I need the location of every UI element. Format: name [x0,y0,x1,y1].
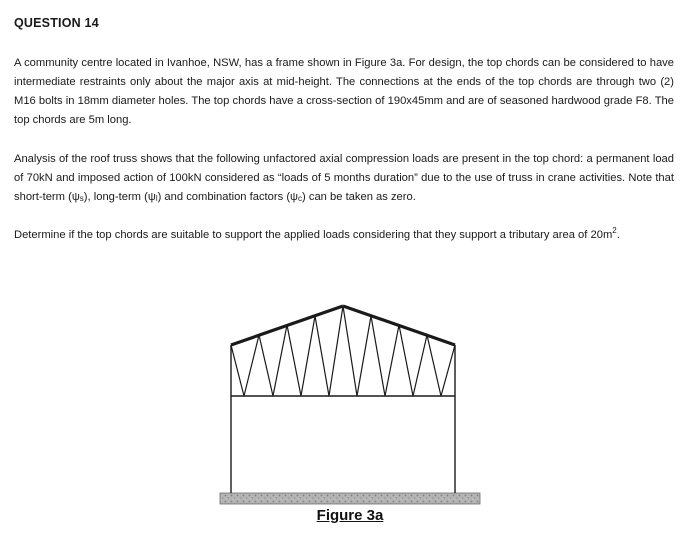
psi-c-symbol: ψ [290,191,299,203]
figure-3a [200,290,500,540]
paragraph-task-end: . [616,229,620,241]
paragraph-loads [14,150,674,207]
truss-frame-drawing [200,290,500,540]
paragraph-loads-part3: ) and combination factors ( [157,191,291,203]
psi-s-subscript: s [79,194,84,203]
paragraph-loads-part4: ) can be taken as zero. [302,191,416,203]
psi-c-subscript: c [298,194,303,203]
paragraph-task [14,226,674,245]
area-unit-superscript: 2 [612,226,617,235]
paragraph-task-text: Determine if the top chords are suitable to support the applied loads considering that they support a tributary area of 20m [14,229,613,241]
psi-s-symbol: ψ [71,191,80,203]
figure-caption: Figure 3a [316,507,384,524]
web-members [231,306,455,396]
ground-foundation [220,493,480,504]
paragraph-loads-part2: ), long-term ( [83,191,148,203]
question-title: QUESTION 14 [14,16,99,30]
paragraph-loads-part1: Analysis of the roof truss shows that the following unfactored axial compression loads are present in the top chord: a permanent load of 70kN and imposed action of 100kN considered as “loads of 5 months duration” due to the use of truss in crane activities. Note that short-term ( [14,153,674,203]
psi-l-subscript: l [155,194,158,203]
psi-l-symbol: ψ [147,191,156,203]
paragraph-problem-description: A community centre located in Ivanhoe, NSW, has a frame shown in Figure 3a. For design, the top chords can be considered to have intermediate restraints only about the major axis at mid-height. The connections at the ends of the top chords are through two (2) M16 bolts in 18mm diameter holes. The top chords have a cross-section of 190x45mm and are of seasoned hardwood grade F8. The top chords are 5m long. [14,57,674,126]
